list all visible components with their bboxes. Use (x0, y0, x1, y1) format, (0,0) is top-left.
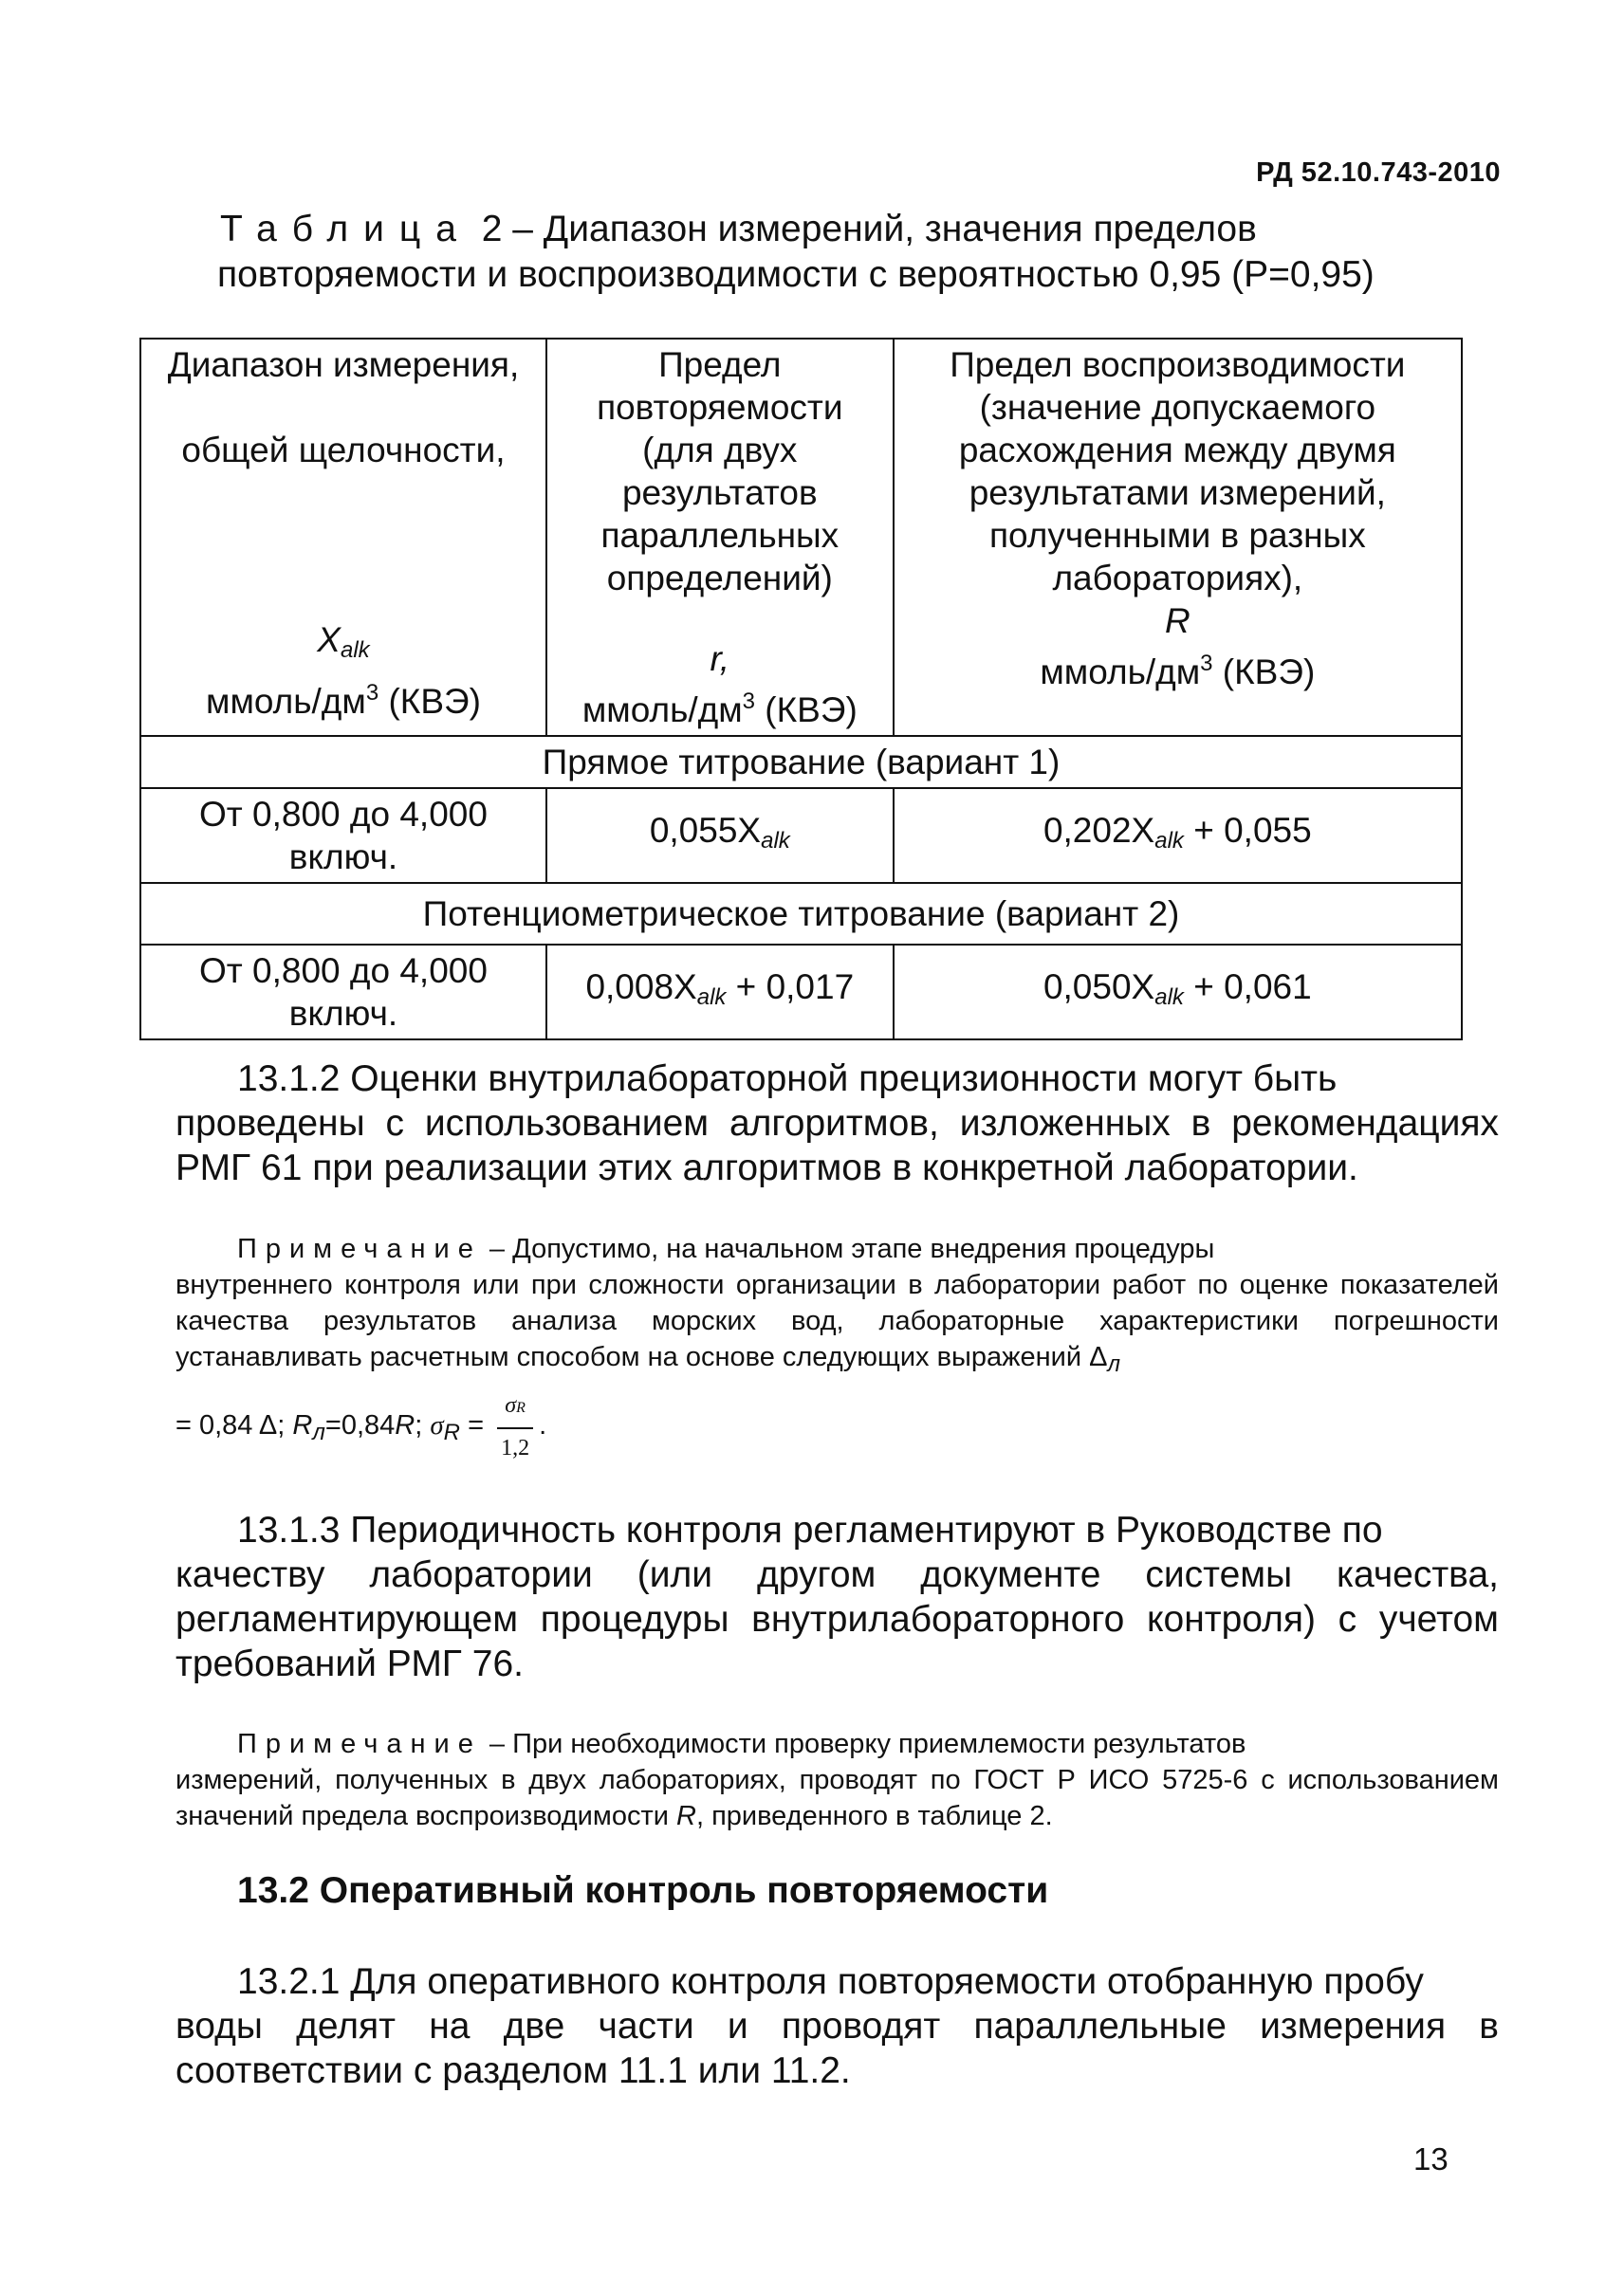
table-section-row (140, 883, 1462, 945)
paragraph-13-1-3: 13.1.3 Периодичность контроля регламентируют в Руководстве по качеству лаборатории (или другом документе системы качества, регламентирующем процедуры внутрилабораторного контроля) с учетом требований РМГ 76. (175, 1510, 1499, 1684)
note-label: Примечание (237, 1234, 482, 1264)
header-range-cell (140, 339, 546, 736)
header-reproducibility-symbol: R (1164, 601, 1190, 640)
reproducibility-value-cell: 0,050Xalk + 0,061 (894, 945, 1462, 1039)
paragraph-13-2-1: 13.2.1 Для оперативного контроля повторяемости отобранную пробу воды делят на две части и проводят параллельные измерения в соответствии с разделом 11.1 или 11.2. (175, 1961, 1499, 2091)
note-1-formula: = 0,84 Δ; $R_л=0,84R$; $\sigma_R$ = $\frac{\sigma R}{1,2}$ . (175, 1387, 546, 1467)
table-header-row (140, 339, 1462, 736)
precision-table (139, 338, 1463, 1040)
header-repeatability-cell: Предел повторяемости (для двух результатов параллельных определений) r, ммоль/$дм^3$ (КВЭ) (546, 339, 894, 736)
section-title-13-2: 13.2 Оперативный контроль повторяемости (237, 1870, 1049, 1911)
table-caption-label: Таблица (220, 209, 471, 249)
page-number: 13 (1413, 2141, 1449, 2177)
table-caption-title: 2 – Диапазон измерений, значения пределов (471, 209, 1257, 249)
reproducibility-value-cell: 0,202Xalk + 0,055 (894, 788, 1462, 883)
formula-fraction: $\frac{\sigma R}{1,2}$ (497, 1387, 533, 1467)
document-code: РД 52.10.743-2010 (1256, 157, 1501, 188)
table-row (140, 788, 1462, 883)
table-row (140, 945, 1462, 1039)
repeatability-value-cell: 0,008Xalk + 0,017 (546, 945, 894, 1039)
note-label: Примечание (237, 1729, 482, 1759)
section-title-potentiometric: Потенциометрическое титрование (вариант 2) (140, 883, 1462, 945)
table-section-row (140, 736, 1462, 788)
table-caption-title-cont: повторяемости и воспроизводимости с вероятностью 0,95 (Р=0,95) (217, 254, 1375, 295)
repeatability-value-cell: 0,055Xalk (546, 788, 894, 883)
section-title-direct: Прямое титрование (вариант 1) (140, 736, 1462, 788)
paragraph-13-1-2: 13.1.2 Оценки внутрилабораторной прецизионности могут быть проведены с использованием алгоритмов, изложенных в рекомендациях РМГ 61 при реализации этих алгоритмов в конкретной лаборатории. (175, 1058, 1499, 1188)
header-range-line2: общей щелочности, (181, 431, 506, 469)
header-repeatability-symbol: r, (710, 639, 730, 678)
table-caption (217, 207, 1501, 298)
header-range-unit: ммоль/$дм^3$ (КВЭ) (206, 680, 481, 721)
header-range-line1: Диапазон измерения, (167, 345, 520, 384)
range-cell: От 0,800 до 4,000 включ. (140, 945, 546, 1039)
range-cell: От 0,800 до 4,000 включ. (140, 788, 546, 883)
note-1: Примечание – Допустимо, на начальном этапе внедрения процедуры внутреннего контроля или при сложности организации в лаборатории работ по оценке показателей качества результатов анализа морских вод, лабораторные характеристики погрешности устанавливать расчетным способом на основе следующих выражений $\Delta_л$ (175, 1234, 1499, 1377)
header-reproducibility-cell: Предел воспроизводимости (значение допускаемого расхождения между двумя результатами измерений, полученными в разных лабораториях), R ммоль/$дм^3$ (КВЭ) (894, 339, 1462, 736)
header-range-symbol: Xalk (317, 620, 370, 663)
note-2: Примечание – При необходимости проверку приемлемости результатов измерений, полученных в двух лабораториях, проводят по ГОСТ Р ИСО 5725-6 с использованием значений предела воспроизводимости R, приведенного в таблице 2. (175, 1729, 1499, 1831)
header-reproducibility-unit: ммоль/$дм^3$ (КВЭ) (1040, 651, 1316, 691)
header-repeatability-unit: ммоль/$дм^3$ (КВЭ) (581, 689, 858, 729)
